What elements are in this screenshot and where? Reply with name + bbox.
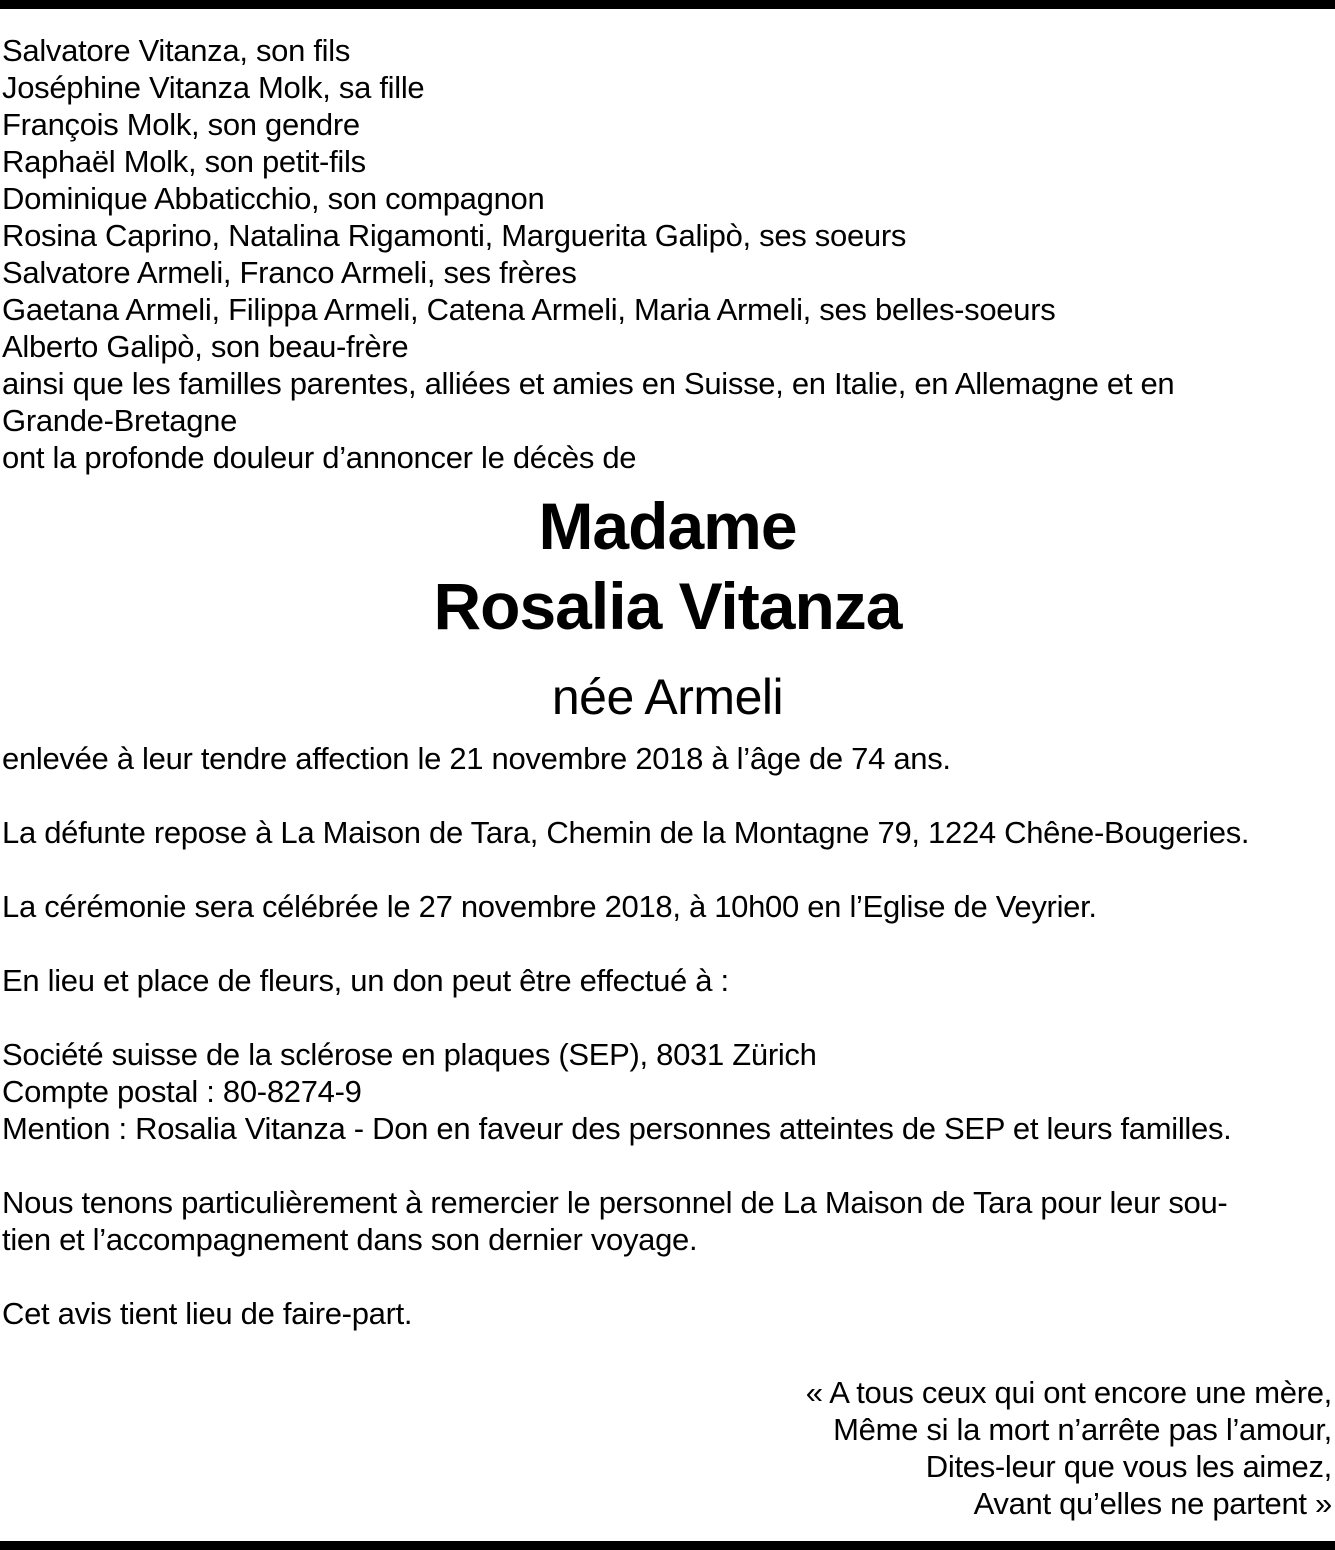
thanks-line: tien et l’accompagnement dans son dernier voyage. [2, 1222, 698, 1257]
mourner-line: Salvatore Vitanza, son fils [2, 33, 351, 68]
mourner-line: Dominique Abbaticchio, son compagnon [2, 181, 545, 216]
mourner-line: Salvatore Armeli, Franco Armeli, ses frères [2, 255, 577, 290]
mourner-line: Rosina Caprino, Natalina Rigamonti, Marguerita Galipò, ses soeurs [2, 218, 907, 253]
donation-org: Société suisse de la sclérose en plaques (SEP), 8031 Zürich [2, 1037, 817, 1072]
mourner-line: Alberto Galipò, son beau-frère [2, 329, 409, 364]
mourner-line: Gaetana Armeli, Filippa Armeli, Catena Armeli, Maria Armeli, ses belles-soeurs [2, 292, 1056, 327]
mourners-list [2, 32, 1332, 476]
donation-account: Compte postal : 80-8274-9 [2, 1074, 362, 1109]
repose-text: La défunte repose à La Maison de Tara, Chemin de la Montagne 79, 1224 Chêne-Bougeries. [2, 815, 1250, 850]
mourner-line: Grande-Bretagne [2, 403, 238, 438]
top-rule [0, 0, 1335, 9]
bottom-rule [0, 1541, 1335, 1550]
mourner-line: Raphaël Molk, son petit-fils [2, 144, 366, 179]
donation-mention: Mention : Rosalia Vitanza - Don en faveur des personnes atteintes de SEP et leurs familles. [2, 1111, 1232, 1146]
notice-text: Cet avis tient lieu de faire-part. [2, 1296, 413, 1331]
notice-body [2, 740, 1332, 1369]
mourner-line: ainsi que les familles parentes, alliées et amies en Suisse, en Italie, en Allemagne et en [2, 366, 1175, 401]
quote-line: « A tous ceux qui ont encore une mère, [805, 1375, 1332, 1410]
thanks-line: Nous tenons particulièrement à remercier le personnel de La Maison de Tara pour leur sou- [2, 1185, 1228, 1220]
donation-intro: En lieu et place de fleurs, un don peut être effectué à : [2, 963, 729, 998]
quote-line: Dites-leur que vous les aimez, [925, 1449, 1332, 1484]
quote-line: Avant qu’elles ne partent » [973, 1486, 1332, 1521]
mourner-line: Joséphine Vitanza Molk, sa fille [2, 70, 425, 105]
thanks-text [2, 1184, 1332, 1258]
deceased-title: Madame [538, 489, 797, 563]
deceased-name: Rosalia Vitanza [433, 569, 902, 643]
donation-details [2, 1036, 1332, 1147]
ceremony-text: La cérémonie sera célébrée le 27 novembre 2018, à 10h00 en l’Eglise de Veyrier. [2, 889, 1097, 924]
passing-text: enlevée à leur tendre affection le 21 novembre 2018 à l’âge de 74 ans. [2, 741, 951, 776]
deceased-maiden-name: née Armeli [551, 669, 784, 725]
mourner-line: François Molk, son gendre [2, 107, 360, 142]
closing-quote [806, 1374, 1332, 1522]
quote-line: Même si la mort n’arrête pas l’amour, [833, 1412, 1332, 1447]
announcement-line: ont la profonde douleur d’annoncer le décès de [2, 440, 637, 475]
